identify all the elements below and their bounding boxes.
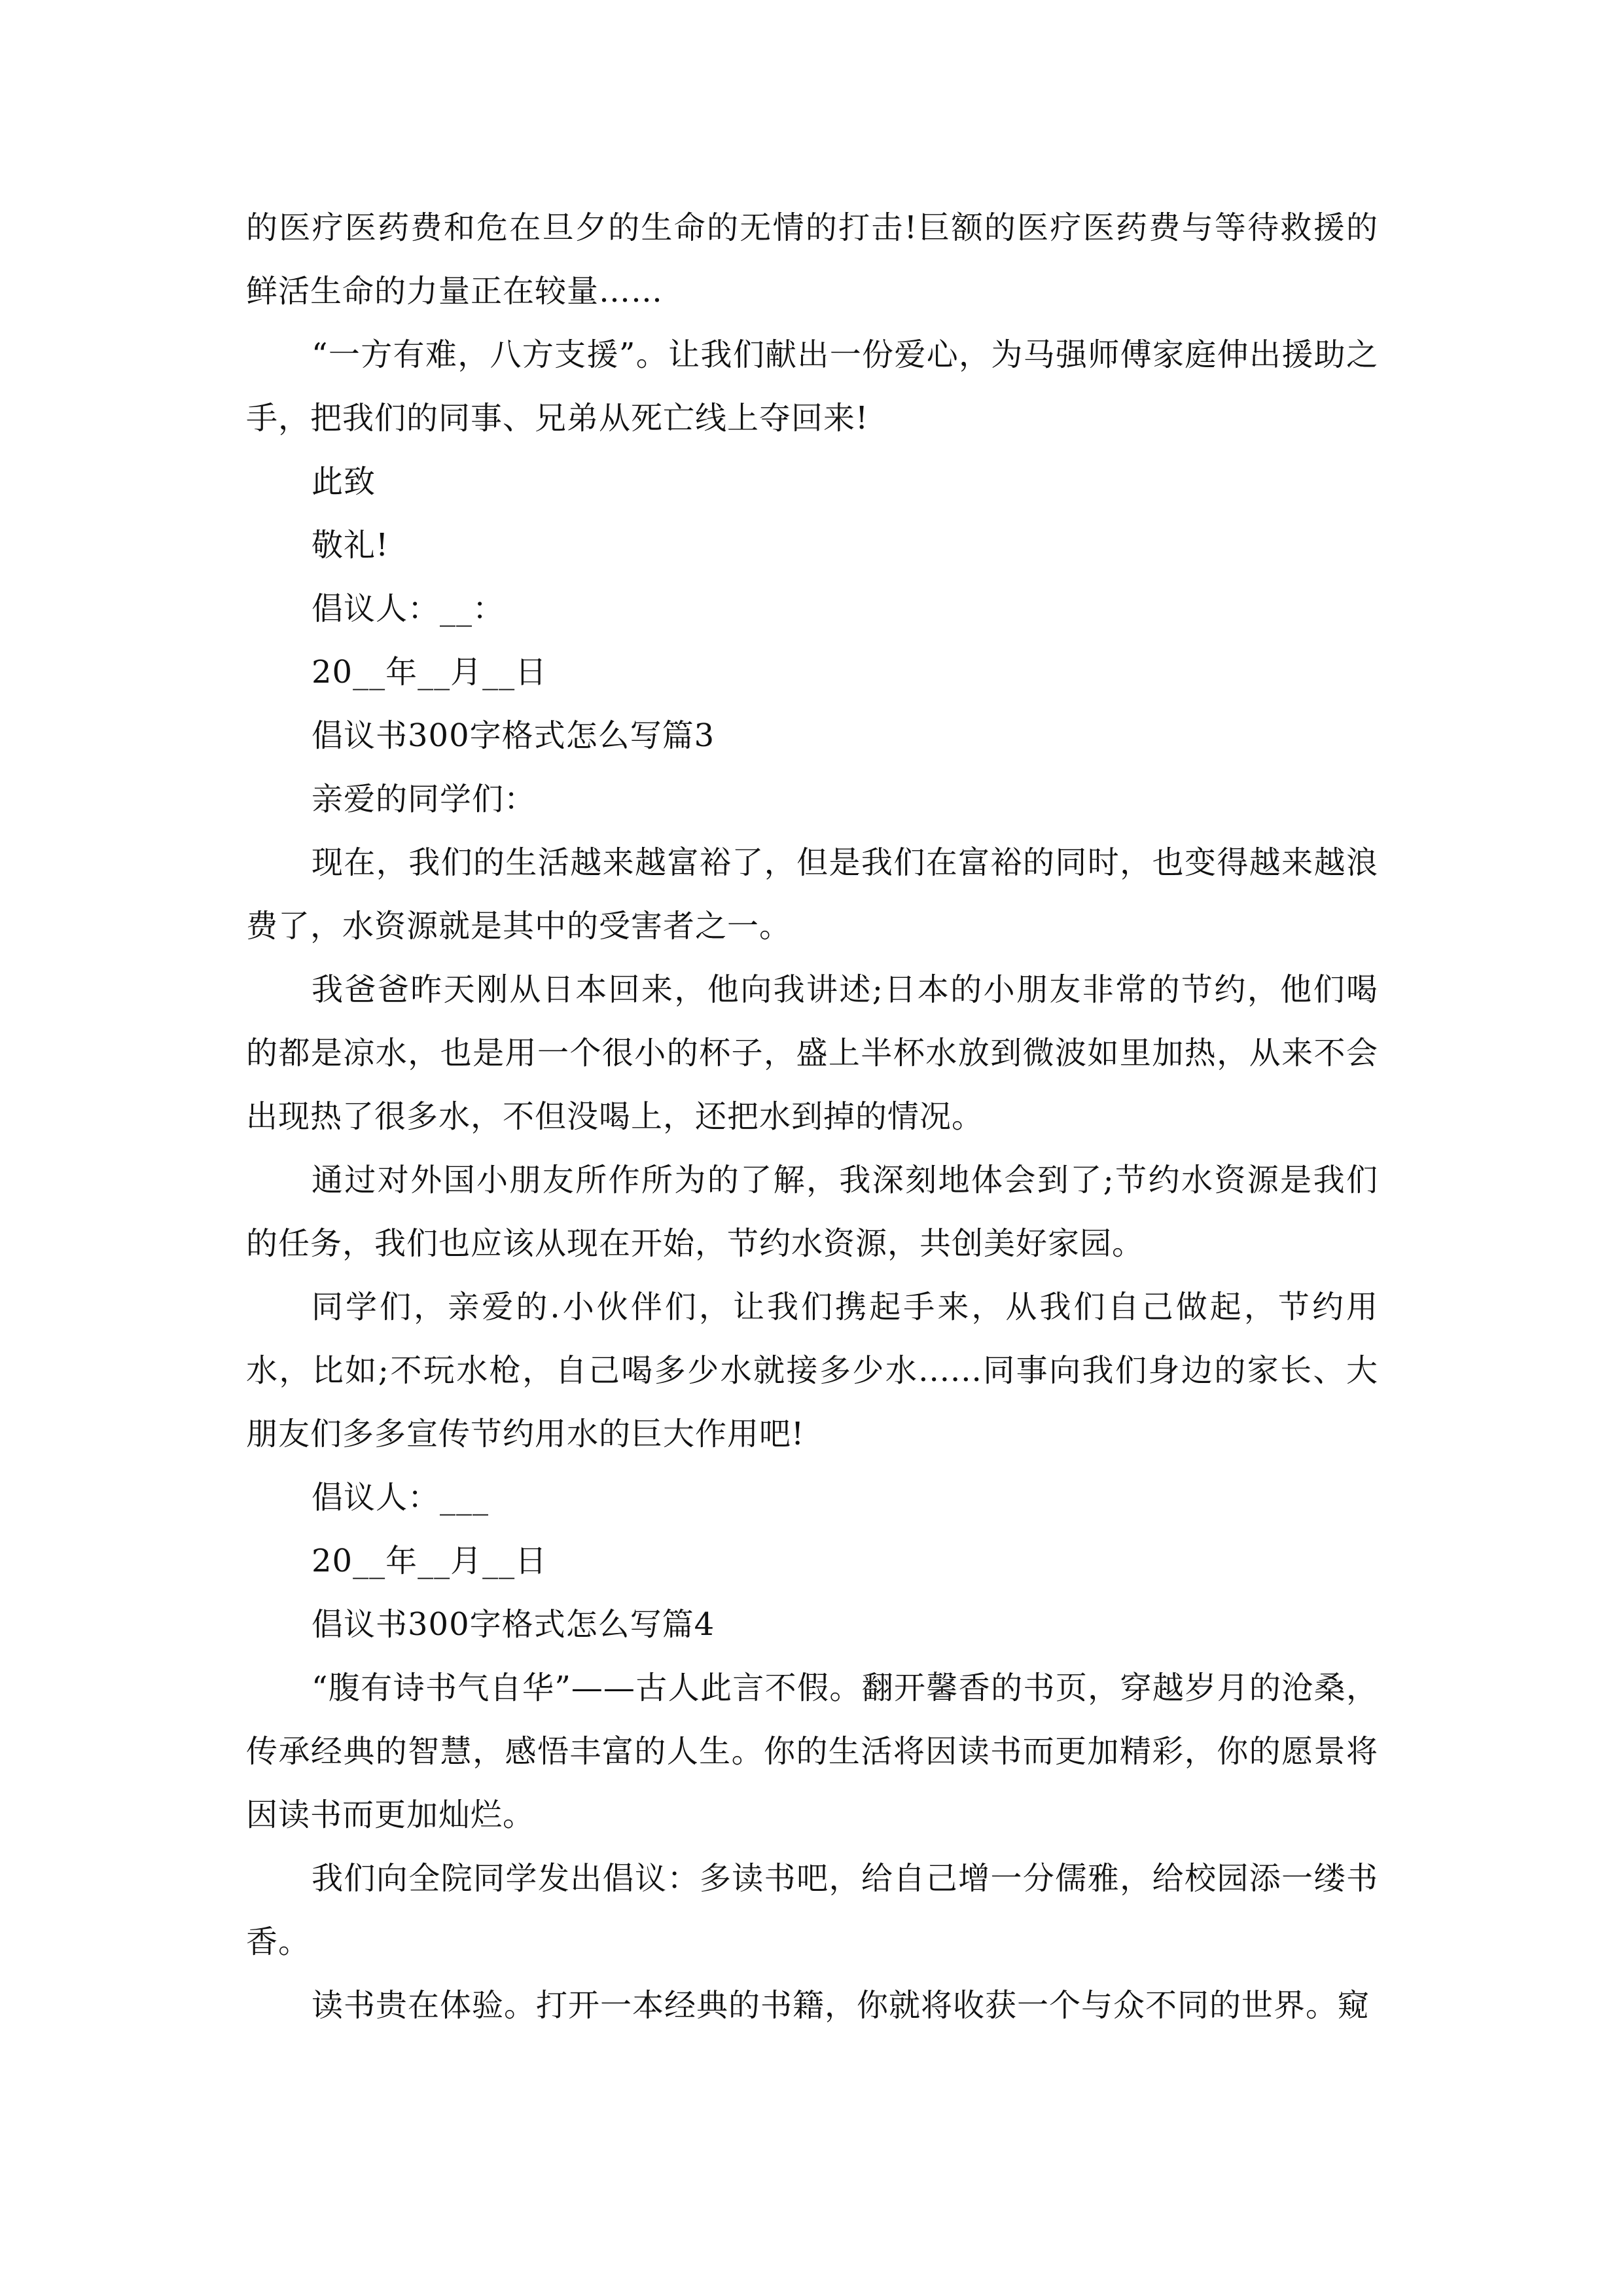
- closing-regards: 敬礼!: [312, 527, 389, 564]
- document-body: [246, 196, 1378, 2037]
- signature-initiator: 倡议人：___: [312, 1479, 490, 1516]
- paragraph: 同学们，亲爱的.小伙伴们，让我们携起手来，从我们自己做起，节约用水，比如;不玩水枪，自己喝多少水就接多少水......同事向我们身边的家长、大朋友们多多宣传节约用水的巨大作用吧!: [246, 1289, 1378, 1452]
- paragraph: 现在，我们的生活越来越富裕了，但是我们在富裕的同时，也变得越来越浪费了，水资源就是其中的受害者之一。: [246, 844, 1378, 944]
- paragraph: 读书贵在体验。打开一本经典的书籍，你就将收获一个与众不同的世界。窥: [312, 1987, 1370, 2024]
- signature-date: 20__年__月__日: [312, 1543, 548, 1579]
- section-heading-4: 倡议书300字格式怎么写篇4: [312, 1606, 715, 1643]
- paragraph-continuation: 的医疗医药费和危在旦夕的生命的无情的打击!巨额的医疗医药费与等待救援的鲜活生命的力量正在较量……: [246, 209, 1378, 310]
- signature-date: 20__年__月__日: [312, 654, 548, 691]
- greeting: 亲爱的同学们：: [312, 781, 537, 817]
- closing-salutation: 此致: [312, 463, 376, 500]
- paragraph: “腹有诗书气自华”——古人此言不假。翻开馨香的书页，穿越岁月的沧桑，传承经典的智慧，感悟丰富的人生。你的生活将因读书而更加精彩，你的愿景将因读书而更加灿烂。: [246, 1670, 1378, 1833]
- paragraph: 我爸爸昨天刚从日本回来，他向我讲述;日本的小朋友非常的节约，他们喝的都是凉水，也是用一个很小的杯子，盛上半杯水放到微波如里加热，从来不会出现热了很多水，不但没喝上，还把水到掉的情况。: [246, 971, 1378, 1135]
- paragraph-appeal: “一方有难，八方支援”。让我们献出一份爱心，为马强师傅家庭伸出援助之手，把我们的同事、兄弟从死亡线上夺回来!: [246, 336, 1378, 437]
- signature-initiator: 倡议人：__：: [312, 590, 505, 627]
- paragraph: 我们向全院同学发出倡议：多读书吧，给自己增一分儒雅，给校园添一缕书香。: [246, 1860, 1378, 1960]
- section-heading-3: 倡议书300字格式怎么写篇3: [312, 717, 715, 754]
- paragraph: 通过对外国小朋友所作所为的了解，我深刻地体会到了;节约水资源是我们的任务，我们也应该从现在开始，节约水资源，共创美好家园。: [246, 1162, 1378, 1262]
